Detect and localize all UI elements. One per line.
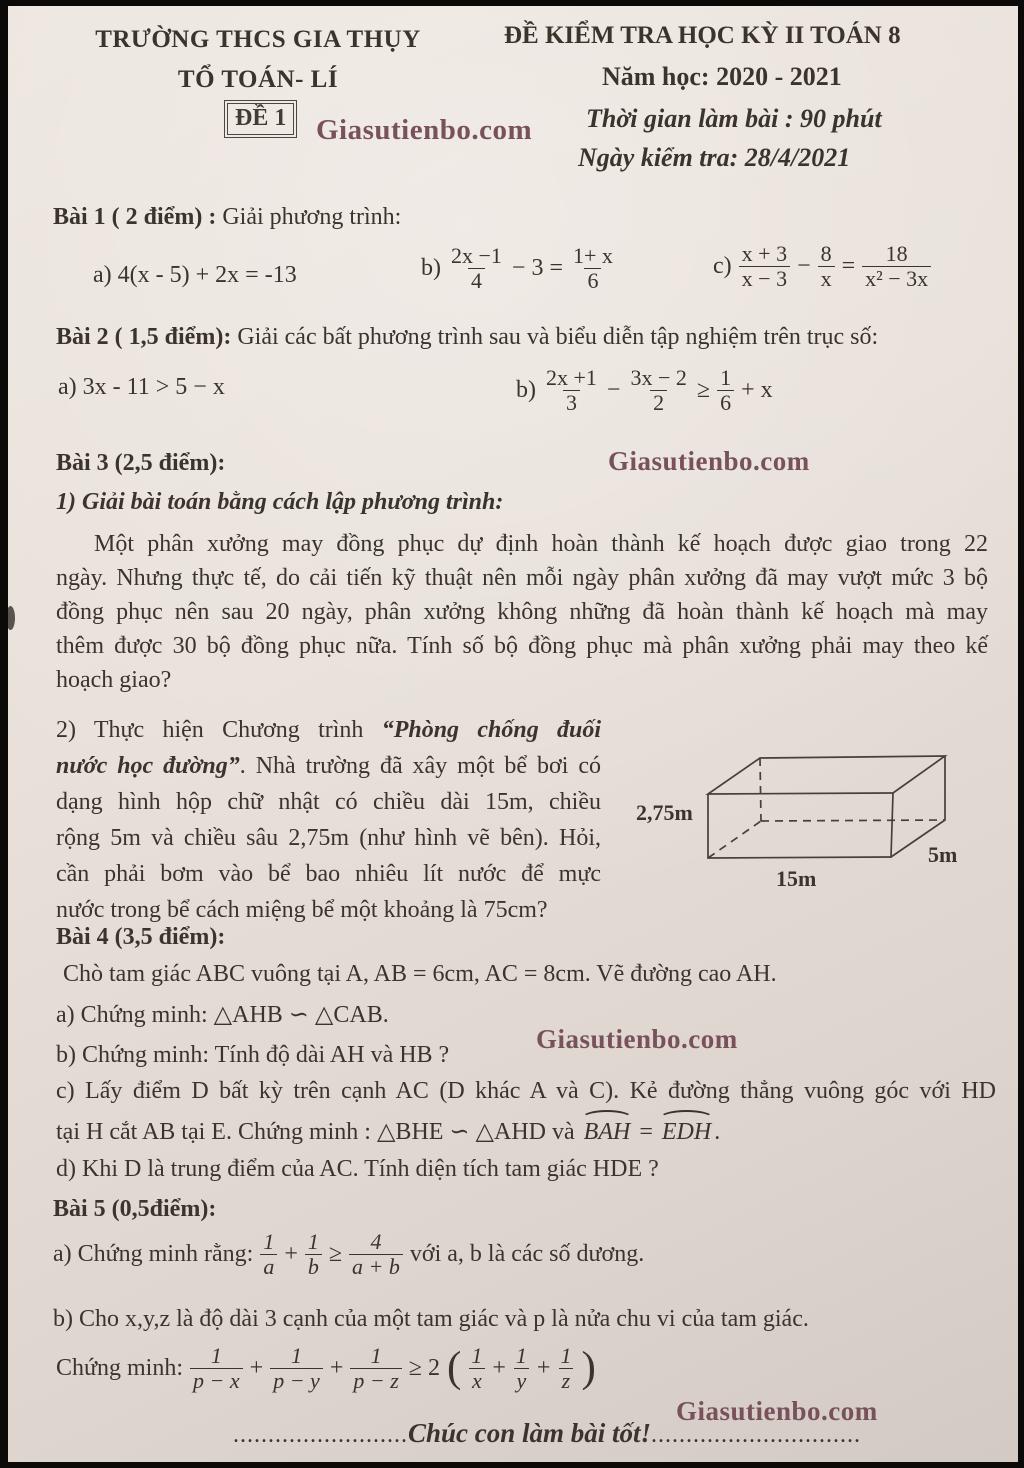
figure-width-label: 5m xyxy=(928,842,958,867)
fraction xyxy=(270,1344,323,1393)
exam-title: ĐỀ KIỂM TRA HỌC KỲ II TOÁN 8 xyxy=(504,22,901,49)
department-name: TỔ TOÁN- LÍ xyxy=(177,66,339,93)
operator: + xyxy=(249,1354,264,1381)
denominator: p − z xyxy=(350,1368,401,1393)
denominator: y xyxy=(514,1368,530,1393)
operator: ≥ xyxy=(328,1240,343,1267)
watermark-problem3: Giasutienbo.com xyxy=(608,446,810,476)
problem4-item-b: b) Chứng minh: Tính độ dài AH và HB ? xyxy=(56,1042,450,1068)
text-segment: a) Chứng minh rằng: xyxy=(53,1240,254,1267)
problem4-item-c-line2 xyxy=(56,1114,720,1146)
text-segment: với a, b là các số dương. xyxy=(409,1240,645,1267)
numerator: 3x − 2 xyxy=(630,365,687,390)
denominator: 4 xyxy=(468,268,485,293)
fraction xyxy=(349,1230,403,1279)
numerator: 2x +1 xyxy=(546,365,597,390)
denominator: a xyxy=(260,1254,277,1279)
operator: = xyxy=(841,252,856,279)
denominator: 6 xyxy=(717,390,734,415)
text-segment: Chứng minh: xyxy=(56,1354,184,1381)
denominator: 3 xyxy=(563,390,580,415)
dotted-leader: .............................. xyxy=(651,1422,862,1448)
numerator: x + 3 xyxy=(741,241,788,266)
right-parenthesis: ) xyxy=(581,1343,596,1391)
paragraph-line: đồng phục nên sau 20 ngày, phân xưởng không những đã hoàn thành kế hoạch mà may xyxy=(56,599,988,625)
exam-date: Ngày kiểm tra: 28/4/2021 xyxy=(578,143,851,172)
numerator: 1 xyxy=(515,1343,527,1368)
operator: = xyxy=(639,1119,653,1145)
problem4-heading: Bài 4 (3,5 điểm): xyxy=(56,924,226,950)
problem4-intro: Chò tam giác ABC vuông tại A, AB = 6cm, AC = 8cm. Vẽ đường cao AH. xyxy=(63,961,777,987)
problem1-b-label: b) xyxy=(421,254,441,281)
figure-length-label: 15m xyxy=(776,866,817,891)
figure-depth-label: 2,75m xyxy=(636,800,693,825)
problem5-heading: Bài 5 (0,5điểm): xyxy=(53,1196,217,1222)
operator: − 3 = xyxy=(511,254,563,281)
problem1-a-label: a) xyxy=(93,262,112,288)
numerator: 18 xyxy=(885,241,908,266)
paragraph-line: rộng 5m và chiều sâu 2,75m (như hình vẽ bên). Hỏi, xyxy=(56,825,601,851)
text-segment: . xyxy=(714,1119,721,1145)
denominator: z xyxy=(559,1368,574,1393)
fraction xyxy=(513,1344,530,1393)
fraction xyxy=(862,242,931,291)
problem1-heading-text: Giải phương trình: xyxy=(222,204,402,230)
denominator: 6 xyxy=(584,268,601,293)
numerator: 1 xyxy=(471,1343,483,1368)
problem1-item-c xyxy=(713,242,931,291)
denominator: b xyxy=(305,1254,322,1279)
paragraph-line: cần phải bơm vào bể bao nhiêu lít nước để mực xyxy=(56,861,601,887)
problem5-proof xyxy=(56,1344,596,1393)
operator: + xyxy=(492,1354,506,1381)
footer-message: Chúc con làm bài tốt! xyxy=(408,1418,652,1448)
fraction xyxy=(543,366,600,415)
watermark-footer: Giasutienbo.com xyxy=(676,1396,878,1426)
scan-artifact xyxy=(8,606,15,630)
problem2-item-b xyxy=(516,366,773,415)
left-parenthesis: ( xyxy=(446,1343,462,1391)
problem4-item-d: d) Khi D là trung điểm của AC. Tính diện tích tam giác HDE ? xyxy=(56,1156,659,1182)
footer-message-line xyxy=(233,1418,861,1449)
fraction xyxy=(190,1344,243,1393)
problem5-item-a xyxy=(53,1230,644,1279)
numerator: 1 xyxy=(210,1343,222,1368)
denominator: a + b xyxy=(349,1254,403,1279)
fraction xyxy=(627,366,689,415)
denominator: p − y xyxy=(270,1368,323,1393)
pool-cuboid-figure xyxy=(648,741,958,871)
paragraph-line: Một phân xưởng may đồng phục dự định hoàn thành kế hoạch được giao trong 22 xyxy=(94,531,988,557)
operator: + xyxy=(536,1354,551,1381)
operator: + xyxy=(284,1240,298,1267)
numerator: 1 xyxy=(370,1343,382,1368)
numerator: 1+ x xyxy=(573,243,613,268)
numerator: 2x −1 xyxy=(451,243,502,268)
problem1-heading xyxy=(53,204,401,231)
operator: + xyxy=(329,1354,344,1381)
problem2-heading xyxy=(56,324,878,351)
fraction xyxy=(557,1344,574,1393)
fraction xyxy=(570,244,616,293)
text-segment: tại H cắt AB tại E. Chứng minh : △BHE ∽ △AHD và xyxy=(56,1119,581,1145)
problem1-c-label: c) xyxy=(713,252,732,279)
operator: + x xyxy=(741,376,773,403)
exam-duration: Thời gian làm bài : 90 phút xyxy=(586,104,882,133)
numerator: 1 xyxy=(291,1343,303,1368)
school-name: TRƯỜNG THCS GIA THỤY xyxy=(95,26,421,53)
quoted-title-segment: “Phòng chống đuối xyxy=(381,717,602,743)
denominator: x − 3 xyxy=(739,266,790,291)
problem4-item-a: a) Chứng minh: △AHB ∽ △CAB. xyxy=(56,1002,389,1028)
denominator: x² − 3x xyxy=(862,266,931,291)
problem3-heading: Bài 3 (2,5 điểm): xyxy=(56,450,226,476)
quoted-title-segment: nước học đường” xyxy=(56,753,240,779)
denominator: 2 xyxy=(650,390,667,415)
paragraph-line: thêm được 30 bộ đồng phục nữa. Tính số bộ đồng phục mà phân xưởng phải may theo kế xyxy=(56,633,988,659)
angle-EDH: EDH xyxy=(659,1114,714,1146)
numerator: 8 xyxy=(820,241,832,266)
exam-code: ĐỀ 1 xyxy=(224,100,297,138)
problem4-item-c-line1: c) Lấy điểm D bất kỳ trên cạnh AC (D khác A và C). Kẻ đường thẳng vuông góc với HD xyxy=(56,1078,996,1104)
problem5-item-b: b) Cho x,y,z là độ dài 3 cạnh của một tam giác và p là nửa chu vi của tam giác. xyxy=(53,1306,809,1332)
paragraph-line: hoạch giao? xyxy=(56,667,172,693)
problem3-part2-paragraph xyxy=(56,712,601,928)
operator: ≥ xyxy=(696,376,711,403)
paragraph-line: dạng hình hộp chữ nhật có chiều dài 15m, chiều xyxy=(56,789,601,815)
problem2-item-a xyxy=(58,374,225,401)
fraction xyxy=(818,242,835,291)
denominator: p − x xyxy=(190,1368,243,1393)
fraction xyxy=(739,242,790,291)
problem2-b-label: b) xyxy=(516,376,536,403)
school-year: Năm học: 2020 - 2021 xyxy=(602,62,842,91)
watermark-header: Giasutienbo.com xyxy=(316,114,533,146)
denominator: x xyxy=(818,266,835,291)
paragraph-line xyxy=(56,712,601,748)
numerator: 1 xyxy=(720,365,732,390)
fraction xyxy=(468,1344,485,1393)
numerator: 1 xyxy=(263,1229,275,1254)
problem3-part1-title: 1) Giải bài toán bằng cách lập phương trình: xyxy=(56,489,504,515)
dotted-leader: ......................... xyxy=(233,1422,408,1448)
numerator: 4 xyxy=(370,1229,382,1254)
operator: − xyxy=(797,252,811,279)
problem1-item-a xyxy=(93,262,297,289)
watermark-problem4: Giasutienbo.com xyxy=(536,1024,738,1054)
problem2-a-label: a) xyxy=(58,374,77,400)
denominator: x xyxy=(469,1368,485,1393)
fraction xyxy=(305,1230,322,1279)
exam-code-box xyxy=(224,105,297,132)
paragraph-line: ngày. Nhưng thực tế, do cải tiến kỹ thuật nên mỗi ngày phân xưởng đã may vượt mức 3 bộ xyxy=(56,565,988,591)
problem1-heading-label: Bài 1 ( 2 điểm) : xyxy=(53,204,217,230)
problem2-a-inequality: 3x - 11 > 5 − x xyxy=(82,374,225,400)
problem2-heading-label: Bài 2 ( 1,5 điểm): xyxy=(56,324,232,350)
problem2-heading-text: Giải các bất phương trình sau và biểu diễn tập nghiệm trên trục số: xyxy=(237,324,879,350)
operator: ≥ 2 xyxy=(408,1354,440,1381)
fraction xyxy=(260,1230,277,1279)
paragraph-line xyxy=(56,748,601,784)
exam-paper-page xyxy=(8,6,1018,1462)
problem1-a-equation: 4(x - 5) + 2x = -13 xyxy=(117,262,297,288)
operator: − xyxy=(606,376,621,403)
problem1-item-b xyxy=(421,244,616,293)
problem3-part1-paragraph xyxy=(56,527,988,697)
fraction xyxy=(448,244,505,293)
angle-BAH: BAH xyxy=(581,1114,634,1146)
text-segment: 2) Thực hiện Chương trình xyxy=(56,717,382,743)
paragraph-line: nước trong bể cách miệng bể một khoảng là 75cm? xyxy=(56,897,548,923)
fraction xyxy=(717,366,734,415)
text-segment: . Nhà trường đã xây một bể bơi có xyxy=(239,753,601,779)
numerator: 1 xyxy=(307,1229,319,1254)
fraction xyxy=(350,1344,401,1393)
numerator: 1 xyxy=(560,1343,572,1368)
